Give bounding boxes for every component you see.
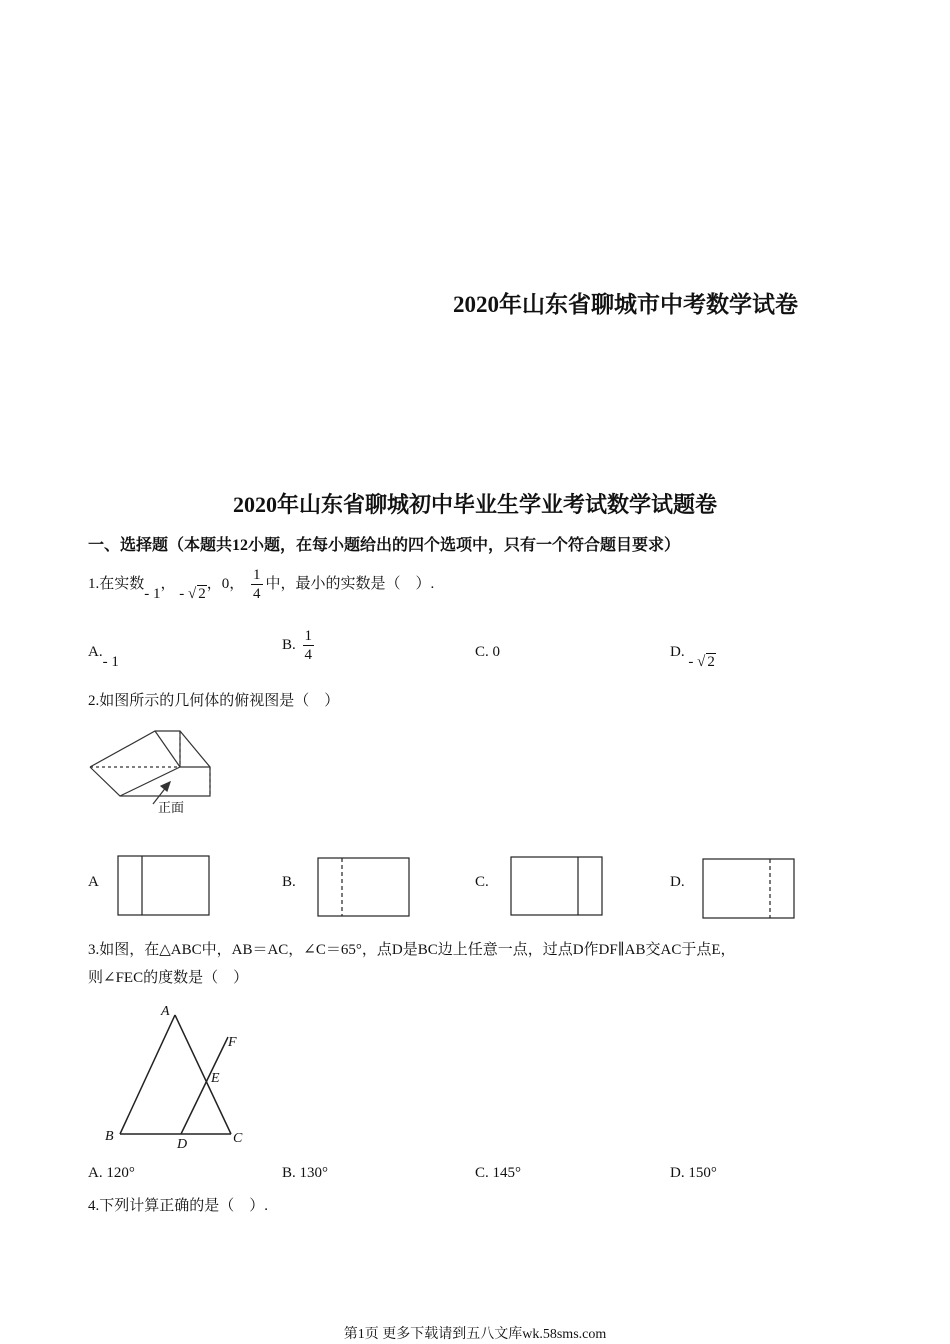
point-e-label: E <box>211 1071 220 1086</box>
exam-title: 2020年山东省聊城初中毕业生学业考试数学试题卷 <box>232 492 717 517</box>
page-top-title: 2020年山东省聊城市中考数学试卷 <box>453 292 798 317</box>
q1-fraction: $\frac{1}{4}$ <box>253 567 261 602</box>
q3-option-b: B. 130° <box>282 1165 329 1181</box>
point-d-label: D <box>177 1137 188 1152</box>
triangle-figure <box>100 1000 250 1155</box>
q1-option-d: D. - √ 2 <box>670 644 715 670</box>
q2-option-c-figure <box>510 856 604 917</box>
q2-option-a-figure <box>117 855 211 917</box>
q3-option-c: C. 145° <box>475 1165 522 1181</box>
q1-comma: ， <box>160 575 176 592</box>
question-1 <box>88 566 434 603</box>
q1-mid: ，0， <box>206 575 245 592</box>
point-b-label: B <box>105 1129 114 1144</box>
q2-option-b: B. <box>282 874 296 890</box>
segment-ac <box>175 1015 231 1134</box>
q2-option-b-figure <box>317 857 411 918</box>
q1-option-a: A.- 1 <box>88 644 119 670</box>
q3-option-d: D. 150° <box>670 1165 717 1181</box>
q2-option-d: D. <box>670 874 685 890</box>
point-f-label: F <box>228 1035 237 1050</box>
page-footer: 第1页 更多下载请到五八文库wk.58sms.com <box>343 1327 607 1342</box>
question-4: 4.下列计算正确的是（ ）. <box>88 1198 269 1214</box>
q1-neg-sqrt: - √ 2 <box>179 585 206 602</box>
q3-option-a: A. 120° <box>88 1165 135 1181</box>
segment-ab <box>120 1015 175 1134</box>
front-label: 正面 <box>158 801 185 816</box>
q2-option-d-figure <box>702 858 796 920</box>
segment-df <box>181 1037 228 1134</box>
question-2: 2.如图所示的几何体的俯视图是（ ） <box>88 693 340 709</box>
section-heading: 一、选择题（本题共12小题，在每小题给出的四个选项中，只有一个符合题目要求） <box>88 537 681 554</box>
q1-suffix: 中，最小的实数是（ ）. <box>265 575 435 592</box>
q1-prefix: 1.在实数 <box>88 575 145 592</box>
point-c-label: C <box>233 1131 243 1146</box>
q2-option-a: A <box>88 874 99 890</box>
q2-option-c: C. <box>475 874 489 890</box>
q1-option-c: C. 0 <box>475 644 501 660</box>
q1-neg-one: - 1 <box>144 585 161 602</box>
point-a-label: A <box>161 1004 170 1019</box>
q1-option-b: B. $\frac{1}{4}$ <box>282 628 313 663</box>
solid-outline <box>90 731 210 796</box>
question-3-line1: 3.如图，在△ABC中，AB＝AC，∠C＝65°，点D是BC边上任意一点，过点D作DF∥AB交AC于点E， <box>88 942 736 958</box>
solid-figure <box>85 724 220 824</box>
question-3-line2: 则∠FEC的度数是（ ） <box>88 970 249 986</box>
